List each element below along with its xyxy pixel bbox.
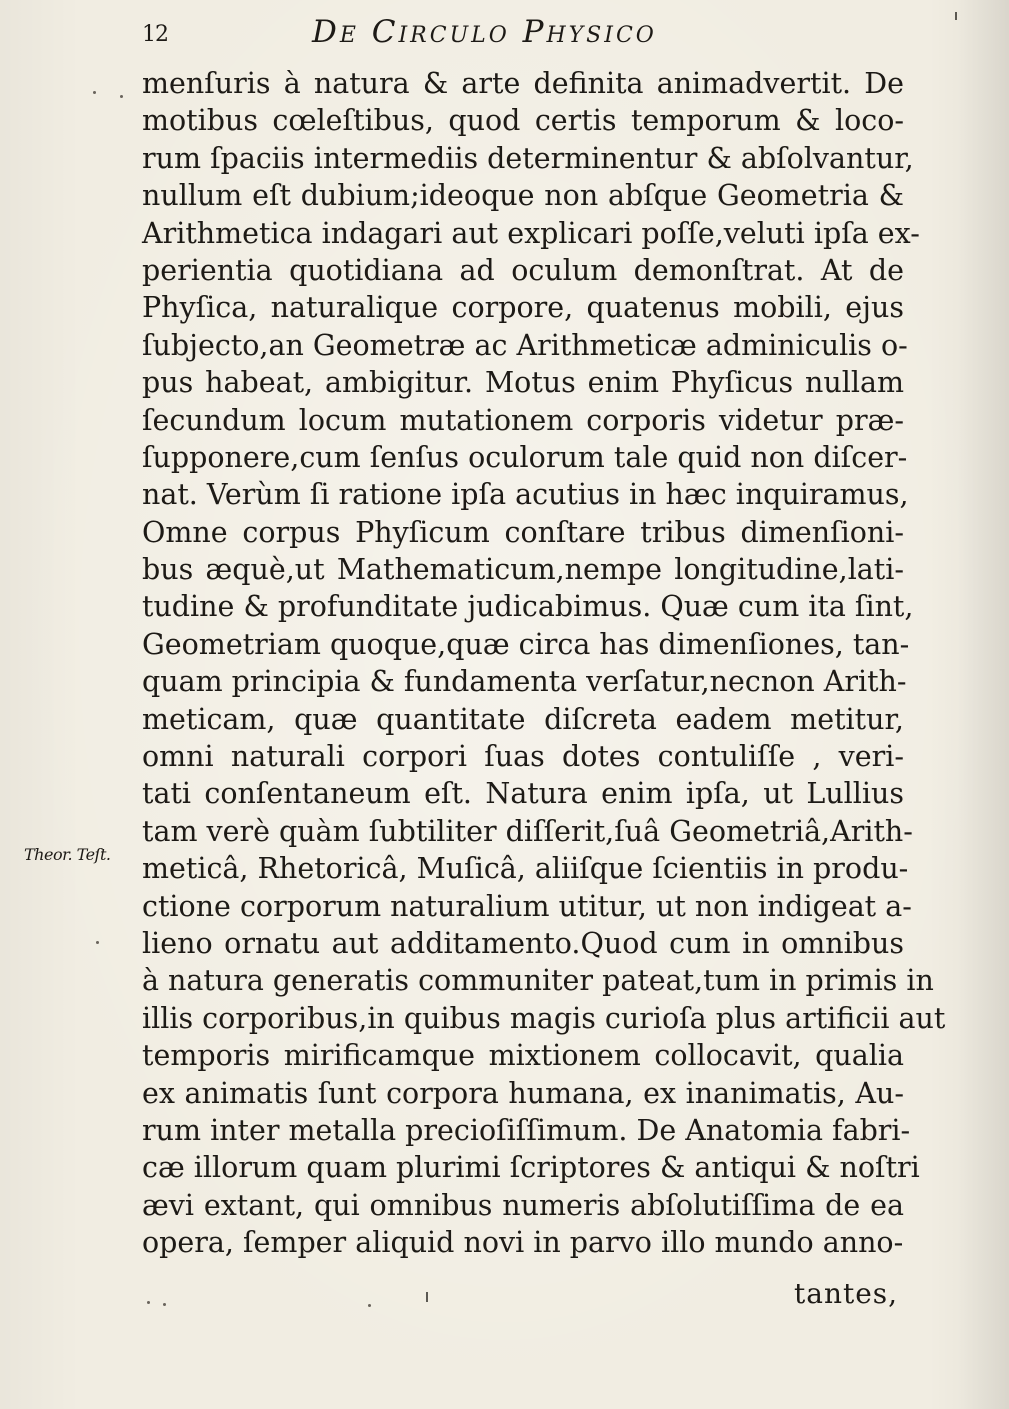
ink-speck	[147, 1301, 150, 1304]
text-line: tam verè quàm ſubtiliter diſſerit,ſuâ Geometriâ,Arith-	[142, 814, 913, 848]
ink-speck	[96, 941, 99, 944]
text-line: ctione corporum naturalium utitur, ut non indigeat a-	[142, 889, 912, 923]
text-line: cæ illorum quam plurimi ſcriptores & antiqui & noſtri	[142, 1151, 920, 1185]
text-line: ex animatis ſunt corpora humana, ex inanimatis, Au-	[142, 1076, 904, 1110]
text-line: meticâ, Rhetoricâ, Muſicâ, aliiſque ſcientiis in produ-	[142, 852, 909, 886]
ink-speck	[368, 1304, 371, 1307]
ink-speck	[120, 95, 123, 98]
text-line: motibus cœleſtibus, quod certis temporum & loco-	[142, 104, 904, 138]
text-line: lieno ornatu aut additamento.Quod cum in omnibus	[142, 926, 904, 960]
text-line: Arithmetica indagari aut explicari poſſe,veluti ipſa ex-	[142, 216, 920, 250]
text-line: menſuris à natura & arte definita animadvertit. De	[142, 67, 904, 100]
page-edge-shadow	[957, 0, 1009, 1409]
text-line: Phyſica, naturalique corpore, quatenus mobili, ejus	[142, 291, 904, 325]
text-line: perientia quotidiana ad oculum demonſtrat. At de	[142, 253, 904, 287]
paper-mark	[955, 12, 957, 20]
paper-mark	[426, 1292, 428, 1302]
text-line: à natura generatis communiter pateat,tum in primis in	[142, 964, 934, 998]
text-line: ſupponere,cum ſenſus oculorum tale quid non diſcer-	[142, 440, 908, 474]
text-line: omni naturali corpori ſuas dotes contuliſſe , veri-	[142, 740, 904, 774]
text-line: ævi extant, qui omnibus numeris abſolutiſſima de ea	[142, 1188, 904, 1222]
catchword: tantes,	[794, 1277, 899, 1310]
text-line: opera, ſemper aliquid novi in parvo illo mundo anno-	[142, 1226, 904, 1260]
text-line: temporis mirificamque mixtionem collocavit, qualia	[142, 1039, 904, 1073]
text-line: meticam, quæ quantitate diſcreta eadem metitur,	[142, 702, 904, 736]
text-line: nat. Verùm ſi ratione ipſa acutius in hæc inquiramus,	[142, 478, 909, 512]
ink-speck	[163, 1303, 166, 1306]
text-line: rum inter metalla precioſiſſimum. De Anatomia fabri-	[142, 1113, 911, 1147]
text-line: Omne corpus Phyſicum conſtare tribus dimenſioni-	[142, 515, 904, 549]
text-line: pus habeat, ambigitur. Motus enim Phyſicus nullam	[142, 366, 904, 400]
text-line: Geometriam quoque,quæ circa has dimenſiones, tan-	[142, 627, 910, 661]
ink-speck	[93, 91, 96, 94]
text-line: tudine & profunditate judicabimus. Quæ cum ita ſint,	[142, 590, 914, 624]
body-text	[142, 65, 946, 1262]
text-line: quam principia & fundamenta verſatur,necnon Arith-	[142, 665, 907, 699]
text-line: rum ſpaciis intermediis determinentur & abſolvantur,	[142, 141, 914, 175]
text-line: illis corporibus,in quibus magis curioſa plus artificii aut	[142, 1001, 946, 1035]
running-title: De Circulo Physico	[312, 14, 657, 50]
text-line: ſubjecto,an Geometræ ac Arithmeticæ adminiculis o-	[142, 328, 908, 362]
text-line: tati conſentaneum eſt. Natura enim ipſa, ut Lullius	[142, 777, 904, 811]
text-line: ſecundum locum mutationem corporis videtur præ-	[142, 403, 904, 437]
text-line: nullum eſt dubium;ideoque non abſque Geometria &	[142, 179, 904, 213]
margin-note: Theor. Teſt.	[24, 845, 111, 864]
text-line: bus æquè,ut Mathematicum,nempe longitudine,lati-	[142, 553, 904, 587]
page-number: 12	[142, 22, 168, 47]
